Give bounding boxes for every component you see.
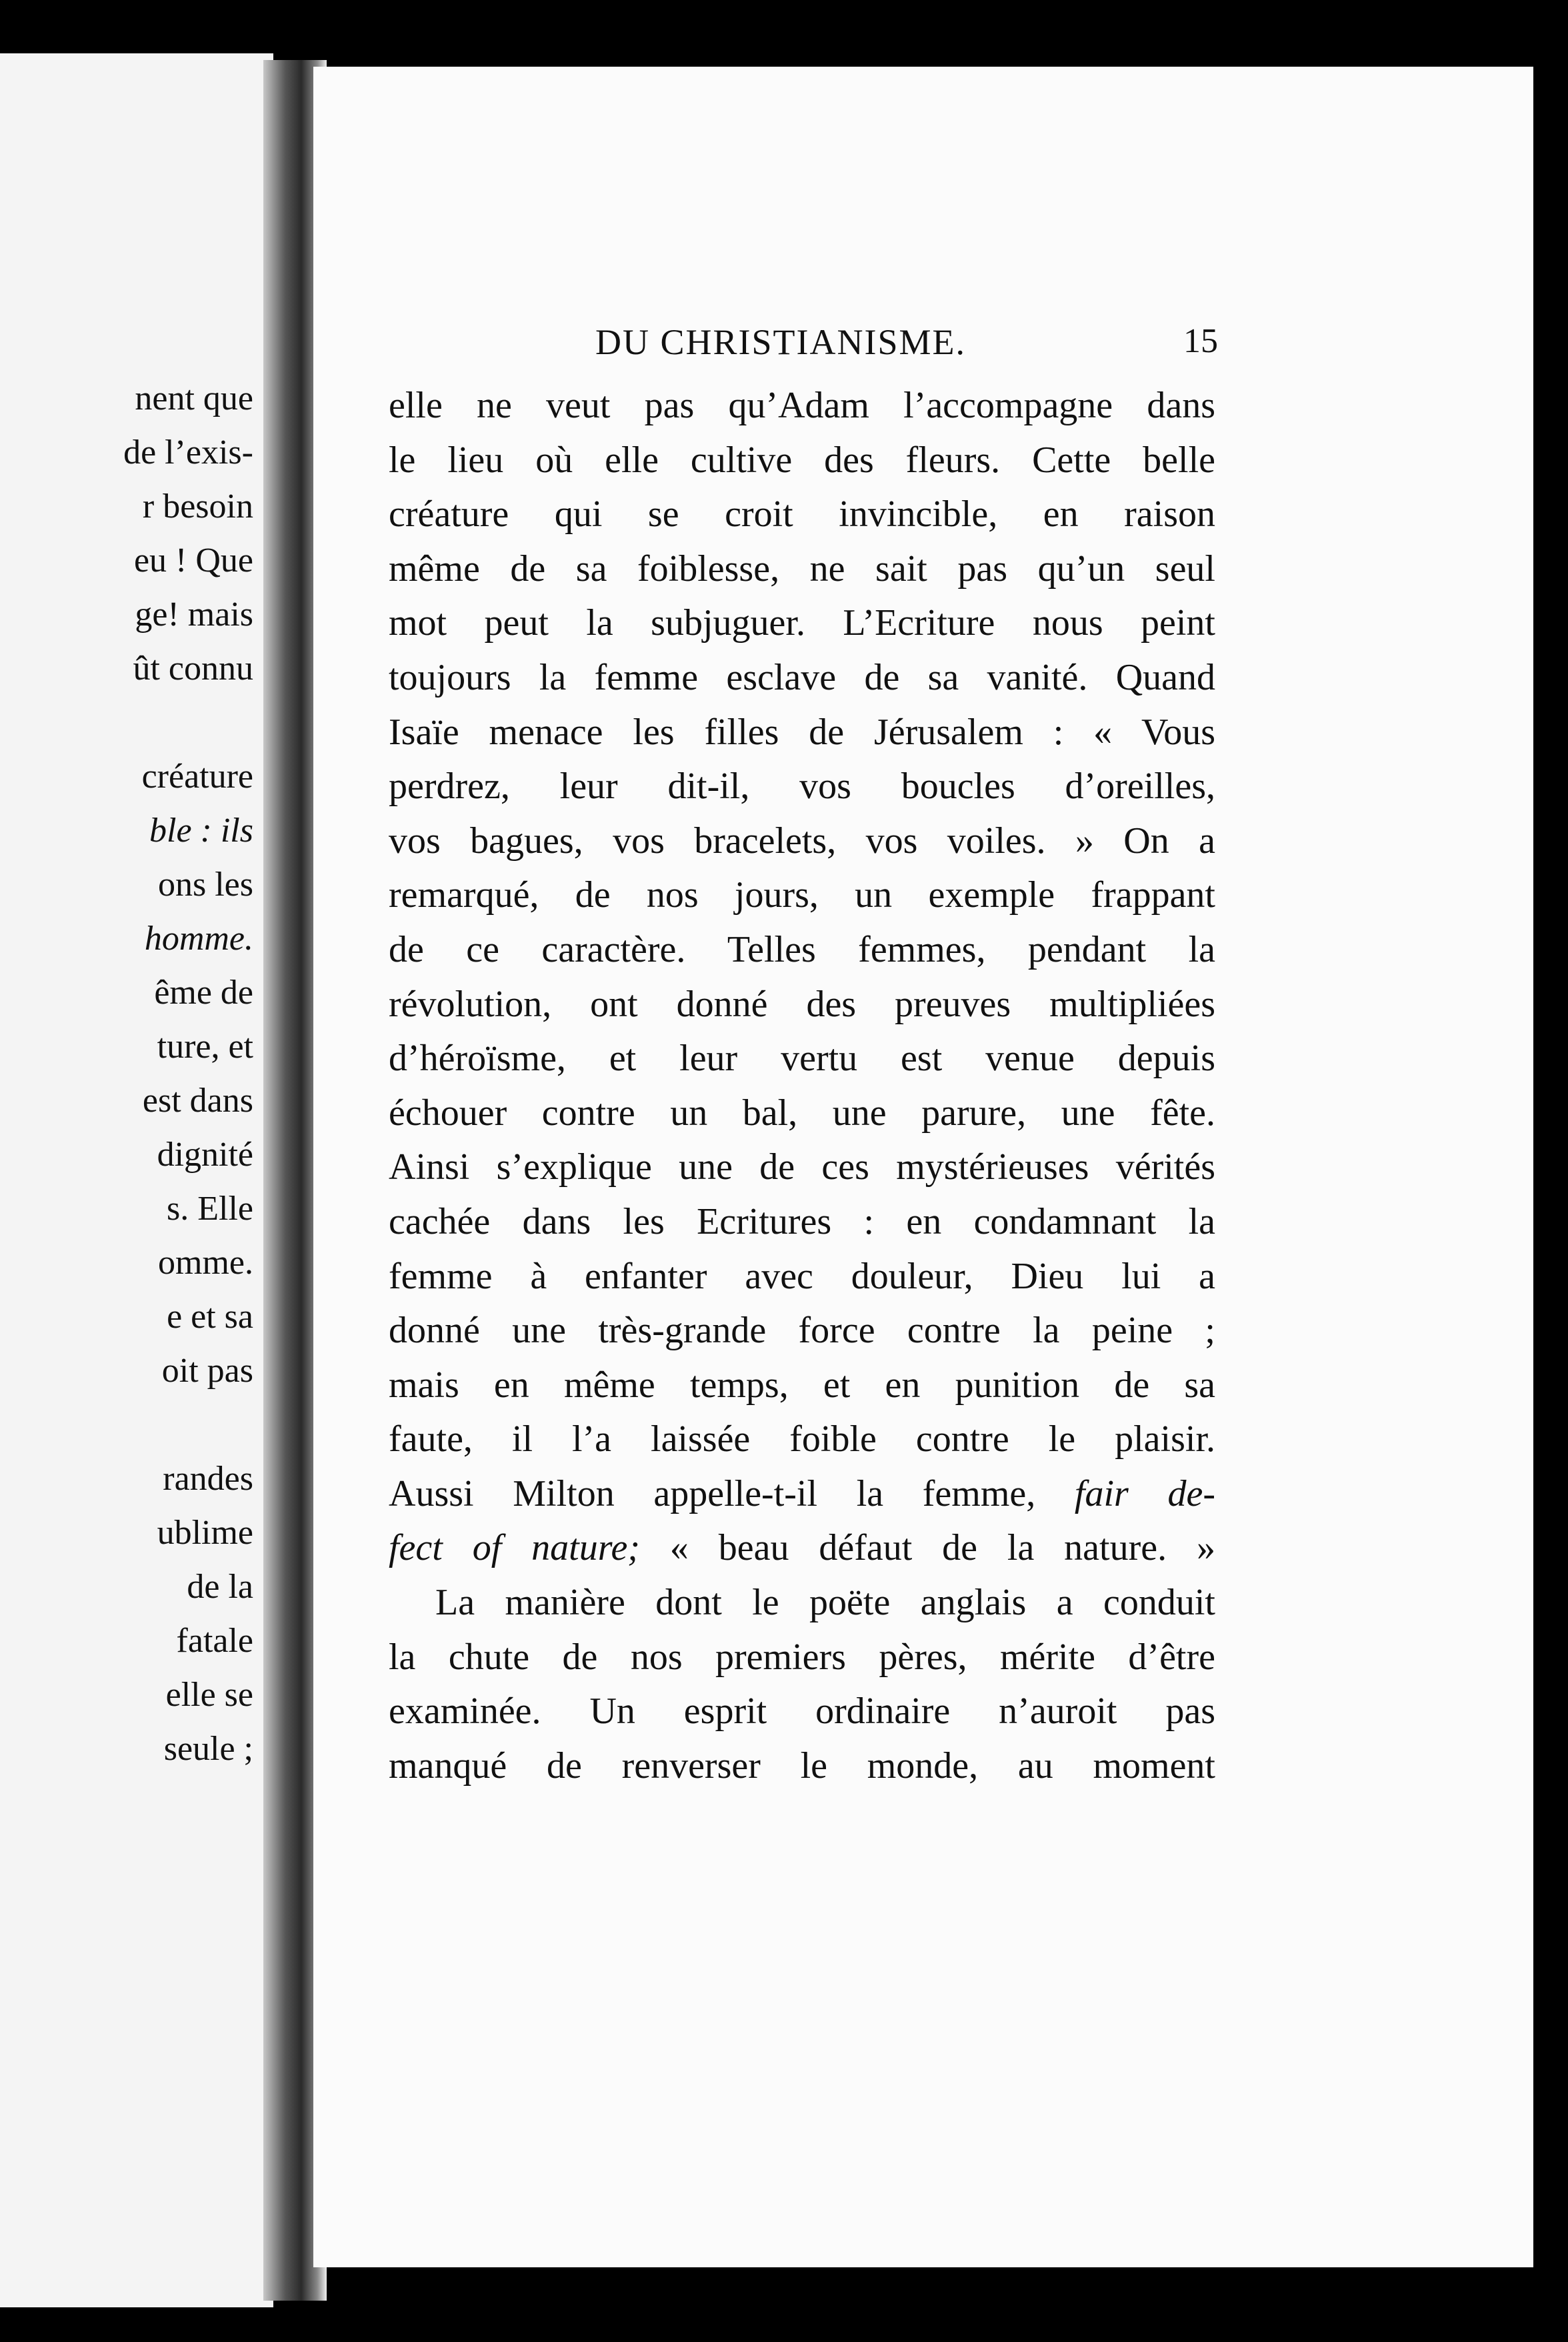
left-line: nent que: [135, 379, 253, 417]
left-line: ture, et: [157, 1028, 253, 1066]
left-line: randes: [163, 1460, 253, 1498]
text-line: faute, il l’a laissée foible contre le plaisir.: [389, 1418, 1215, 1460]
previous-page-fragment: [0, 53, 273, 2307]
text-line: échouer contre un bal, une parure, une fête.: [389, 1092, 1215, 1134]
text-line: femme à enfanter avec douleur, Dieu lui a: [389, 1255, 1215, 1297]
left-line: ble : ils: [149, 812, 253, 850]
running-title: DU CHRISTIANISME.: [595, 322, 967, 362]
left-line: homme.: [144, 920, 253, 958]
left-line: elle se: [165, 1676, 253, 1714]
left-line: de l’exis-: [123, 433, 253, 471]
text-line: cachée dans les Ecritures : en condamnant la: [389, 1200, 1215, 1242]
text-line: perdrez, leur dit-il, vos boucles d’oreilles,: [389, 766, 1215, 808]
body-text: [389, 379, 1215, 1793]
left-line: seule ;: [163, 1730, 253, 1768]
paragraph-first-line: La manière dont le poëte anglais a conduit: [435, 1582, 1215, 1624]
text-line: mot peut la subjuguer. L’Ecriture nous peint: [389, 602, 1215, 644]
italic-phrase: fair de-: [1074, 1472, 1215, 1514]
text-line: manqué de renverser le monde, au moment: [389, 1744, 1215, 1787]
text-line: de ce caractère. Telles femmes, pendant la: [389, 928, 1215, 970]
text-line: la chute de nos premiers pères, mérite d’être: [389, 1636, 1215, 1678]
text-line: Ainsi s’explique une de ces mystérieuses vérités: [389, 1146, 1215, 1188]
text-line: examinée. Un esprit ordinaire n’auroit pas: [389, 1690, 1215, 1732]
left-line: ût connu: [133, 650, 253, 688]
text-line: toujours la femme esclave de sa vanité. Quand: [389, 656, 1215, 698]
text-line: d’héroïsme, et leur vertu est venue depuis: [389, 1038, 1215, 1080]
left-line: de la: [187, 1568, 253, 1606]
left-line: dignité: [157, 1136, 253, 1174]
left-line: créature: [141, 758, 253, 796]
left-line: s. Elle: [167, 1190, 253, 1228]
text-line: vos bagues, vos bracelets, vos voiles. » On a: [389, 820, 1215, 862]
text-line: le lieu où elle cultive des fleurs. Cette belle: [389, 439, 1215, 481]
left-line: ge! mais: [135, 596, 253, 634]
text-line: elle ne veut pas qu’Adam l’accompagne dans: [389, 385, 1215, 426]
text-line: révolution, ont donné des preuves multipliées: [389, 983, 1215, 1025]
running-head: [0, 321, 1568, 368]
italic-phrase: fect of nature;: [389, 1527, 640, 1569]
left-line: r besoin: [142, 487, 253, 525]
text-fragment: Aussi Milton appelle-t-il la femme,: [389, 1472, 1036, 1514]
left-line: e et sa: [167, 1298, 253, 1336]
text-line: donné une très-grande force contre la peine ;: [389, 1310, 1215, 1352]
text-line-with-italic: [389, 1521, 1215, 1576]
text-line: créature qui se croit invincible, en raison: [389, 493, 1215, 535]
left-line: eu ! Que: [133, 541, 253, 579]
left-line: ublime: [157, 1514, 253, 1552]
left-line: omme.: [158, 1244, 253, 1282]
left-line: oit pas: [161, 1352, 253, 1390]
left-line: ême de: [154, 974, 253, 1012]
left-line: ons les: [158, 866, 253, 904]
left-line: fatale: [176, 1622, 253, 1660]
text-line-with-italic: [389, 1467, 1215, 1522]
text-fragment: « beau défaut de la nature. »: [669, 1527, 1215, 1569]
page-number: 15: [1183, 322, 1218, 360]
left-line: est dans: [142, 1082, 253, 1120]
text-line: même de sa foiblesse, ne sait pas qu’un seul: [389, 547, 1215, 590]
text-line: mais en même temps, et en punition de sa: [389, 1364, 1215, 1406]
text-line: Isaïe menace les filles de Jérusalem : « Vous: [389, 711, 1215, 753]
text-line: remarqué, de nos jours, un exemple frappant: [389, 874, 1215, 916]
